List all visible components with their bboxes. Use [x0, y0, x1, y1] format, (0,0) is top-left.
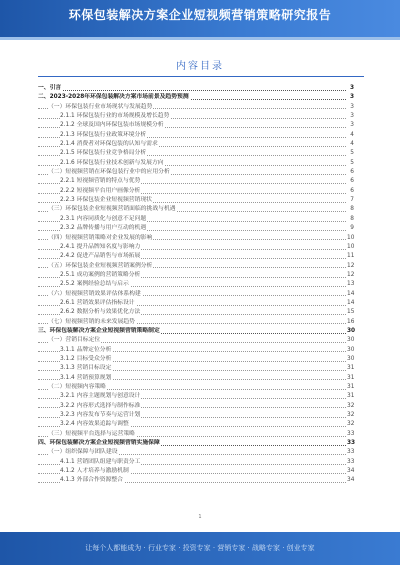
toc-entry-page: 30 — [347, 355, 354, 364]
toc-entry-page: 4 — [347, 140, 354, 149]
toc-entry-page: 5 — [347, 159, 354, 168]
toc-entry[interactable] — [38, 159, 354, 168]
toc-entry[interactable] — [38, 205, 354, 214]
toc-entry-page: 10 — [347, 234, 354, 243]
toc-entry[interactable] — [38, 93, 354, 102]
toc-entry-text: 2.1.3 环保包装行业政策环境分析 — [60, 131, 147, 140]
toc-entry-text: 2.1.6 环保包装行业技术创新与发展方向 — [60, 159, 165, 168]
toc-entry-text: 3.2.2 内容形式选择与制作标准 — [60, 402, 141, 411]
page-number: 1 — [198, 514, 202, 520]
toc-entry-page: 6 — [347, 177, 354, 186]
toc-entry-text: 2.2.1 短视频营销的特点与优势 — [60, 177, 141, 186]
toc-entry-text: （三）短视频平台选择与运营策略 — [48, 430, 136, 439]
toc-entry[interactable] — [38, 308, 354, 317]
toc-entry-page: 31 — [347, 383, 354, 392]
toc-entry-text: 2.1.2 全球及国内环保包装市场规模分析 — [60, 121, 165, 130]
toc-entry-text: 三、环保包装解决方案企业短视频营销策略制定 — [38, 327, 161, 336]
toc-entry-text: 2.2.3 环保包装企业短视频营销现状 — [60, 196, 153, 205]
toc-entry-page: 15 — [347, 308, 354, 317]
toc-entry-page: 6 — [347, 168, 354, 177]
toc-entry-text: 3.2.3 内容发布节奏与运营计划 — [60, 411, 141, 420]
toc-entry[interactable] — [38, 467, 354, 476]
toc-entry[interactable] — [38, 271, 354, 280]
toc-entry[interactable] — [38, 458, 354, 467]
toc-entry-page: 30 — [347, 346, 354, 355]
toc-entry-page: 30 — [347, 336, 354, 345]
toc-entry-page: 3 — [347, 93, 354, 102]
toc-entry-text: 一、引言 — [38, 84, 62, 93]
toc-entry[interactable] — [38, 355, 354, 364]
toc-entry-text: （七）短视频营销的未来发展趋势 — [48, 318, 136, 327]
toc-entry-page: 32 — [347, 402, 354, 411]
toc-entry-text: （六）短视频营销效果评估体系构建 — [48, 290, 142, 299]
toc-entry-page: 13 — [347, 280, 354, 289]
toc-entry-page: 12 — [347, 262, 354, 271]
toc-entry[interactable] — [38, 140, 354, 149]
toc-entry[interactable] — [38, 299, 354, 308]
toc-entry[interactable] — [38, 280, 354, 289]
toc-entry[interactable] — [38, 234, 354, 243]
toc-entry-text: 2.5.2 案例经验总结与启示 — [60, 280, 130, 289]
toc-entry[interactable] — [38, 448, 354, 457]
toc-entry-text: 3.1.4 营销预算规划 — [60, 374, 112, 383]
header-banner — [0, 0, 400, 37]
toc-entry-page: 16 — [347, 318, 354, 327]
toc-entry[interactable] — [38, 290, 354, 299]
header-divider — [0, 37, 400, 40]
toc-entry[interactable] — [38, 327, 354, 336]
toc-entry-page: 8 — [347, 215, 354, 224]
toc-entry[interactable] — [38, 252, 354, 261]
toc-entry-text: 2.6.1 营销效果评估指标设计 — [60, 299, 136, 308]
toc-entry[interactable] — [38, 392, 354, 401]
toc-entry[interactable] — [38, 103, 354, 112]
toc-entry[interactable] — [38, 420, 354, 429]
toc-entry-text: （一）营销目标定位 — [48, 336, 101, 345]
toc-entry[interactable] — [38, 149, 354, 158]
toc-entry[interactable] — [38, 168, 354, 177]
toc-entry-page: 12 — [347, 271, 354, 280]
toc-entry-page: 10 — [347, 243, 354, 252]
toc-entry-page: 6 — [347, 187, 354, 196]
toc-entry[interactable] — [38, 121, 354, 130]
toc-entry[interactable] — [38, 336, 354, 345]
toc-entry-text: 2.3.2 品牌传播与用户互动的机遇 — [60, 224, 147, 233]
toc-entry-text: 4.1.3 外部合作资源整合 — [60, 476, 124, 485]
toc-entry[interactable] — [38, 215, 354, 224]
footer-slogan: 让每个人都能成为 · 行业专家 · 投资专家 · 营销专家 · 战略专家 · 创业专家 — [85, 544, 315, 552]
toc-entry-page: 33 — [347, 448, 354, 457]
toc-entry[interactable] — [38, 187, 354, 196]
toc-entry-text: 4.1.1 营销团队组建与职责分工 — [60, 458, 141, 467]
toc-entry-text: 2.3.1 内容同质化与创意不足问题 — [60, 215, 147, 224]
toc-entry-page: 3 — [347, 112, 354, 121]
toc-entry-text: 3.2.4 内容效果追踪与调整 — [60, 420, 130, 429]
toc-entry-page: 11 — [347, 252, 354, 261]
toc-entry-page: 3 — [347, 84, 354, 93]
toc-entry[interactable] — [38, 383, 354, 392]
toc-entry-page: 8 — [347, 205, 354, 214]
toc-divider — [38, 76, 364, 77]
toc-entry-text: 4.1.2 人才培养与激励机制 — [60, 467, 130, 476]
toc-entry-text: （五）环保包装企业短视频营销案例分析 — [48, 262, 153, 271]
toc-entry[interactable] — [38, 84, 354, 93]
toc-entry-text: （二）短视频营销在环保包装行业中的应用分析 — [48, 168, 171, 177]
toc-entry-text: 四、环保包装解决方案企业短视频营销实施保障 — [38, 439, 161, 448]
toc-entry-page: 7 — [347, 196, 354, 205]
toc-entry[interactable] — [38, 364, 354, 373]
toc-entry-text: （一）组织保障与团队建设 — [48, 448, 119, 457]
report-title: 环保包装解决方案企业短视频营销策略研究报告 — [68, 8, 332, 22]
toc-entry[interactable] — [38, 374, 354, 383]
toc-entry-page: 9 — [347, 224, 354, 233]
toc-entry-text: 3.2.1 内容主题规划与创意设计 — [60, 392, 141, 401]
toc-entry-text: 3.1.3 营销目标设定 — [60, 364, 112, 373]
toc-entry-text: 2.1.4 消费者对环保包装的认知与需求 — [60, 140, 159, 149]
toc-entry-page: 31 — [347, 374, 354, 383]
toc-entry-text: 2.2.2 短视频平台用户画像分析 — [60, 187, 141, 196]
toc-entry-text: 2.6.2 数据分析与效果优化方法 — [60, 308, 141, 317]
toc-heading: 内容目录 — [176, 61, 224, 72]
toc-leader-dots — [38, 90, 348, 91]
toc-entry-text: 2.1.5 环保包装行业竞争格局分析 — [60, 149, 147, 158]
toc-entry[interactable] — [38, 439, 354, 448]
toc-entry-page: 14 — [347, 290, 354, 299]
toc-entry[interactable] — [38, 224, 354, 233]
toc-entry-page: 4 — [347, 131, 354, 140]
toc-entry-text: （四）短视频营销策略对企业发展的影响 — [48, 234, 153, 243]
toc-entry[interactable] — [38, 112, 354, 121]
toc-entry-text: 2.5.1 成功案例的营销策略分析 — [60, 271, 141, 280]
toc-entry-page: 33 — [347, 458, 354, 467]
toc-entry[interactable] — [38, 402, 354, 411]
toc-entry-page: 32 — [347, 411, 354, 420]
toc-entry[interactable] — [38, 196, 354, 205]
toc-entry-page: 33 — [347, 439, 354, 448]
toc-entry-page: 31 — [347, 364, 354, 373]
toc-entry-text: （三）环保包装企业短视频营销面临的挑战与机遇 — [48, 205, 177, 214]
toc-entry[interactable] — [38, 346, 354, 355]
toc-entry[interactable] — [38, 430, 354, 439]
table-of-contents — [38, 84, 354, 486]
toc-entry-page: 14 — [347, 299, 354, 308]
toc-entry[interactable] — [38, 262, 354, 271]
toc-entry-page: 30 — [347, 327, 354, 336]
toc-entry[interactable] — [38, 243, 354, 252]
toc-entry-text: 2.4.1 提升品牌知名度与影响力 — [60, 243, 141, 252]
toc-entry-page: 34 — [347, 476, 354, 485]
toc-entry-text: 2.4.2 促进产品销售与市场拓展 — [60, 252, 141, 261]
toc-entry-text: 2.1.1 环保包装行业的市场规模及增长趋势 — [60, 112, 170, 121]
toc-entry-text: 二、2023-2028年环保包装解决方案市场前景及趋势预测 — [38, 93, 190, 102]
toc-entry[interactable] — [38, 177, 354, 186]
toc-entry-text: （一）环保包装行业市场现状与发展趋势 — [48, 103, 153, 112]
toc-entry-page: 5 — [347, 149, 354, 158]
toc-entry-text: 3.1.2 目标受众分析 — [60, 355, 112, 364]
toc-entry-page: 3 — [347, 103, 354, 112]
footer-banner — [0, 532, 400, 565]
toc-entry-page: 3 — [347, 121, 354, 130]
toc-entry-text: （二）短视频内容策略 — [48, 383, 107, 392]
toc-entry[interactable] — [38, 131, 354, 140]
toc-entry[interactable] — [38, 411, 354, 420]
toc-entry[interactable] — [38, 318, 354, 327]
toc-entry-page: 33 — [347, 430, 354, 439]
toc-entry-page: 31 — [347, 392, 354, 401]
toc-entry[interactable] — [38, 476, 354, 485]
toc-entry-page: 34 — [347, 467, 354, 476]
toc-entry-text: 3.1.1 品牌定位分析 — [60, 346, 112, 355]
toc-entry-page: 32 — [347, 420, 354, 429]
